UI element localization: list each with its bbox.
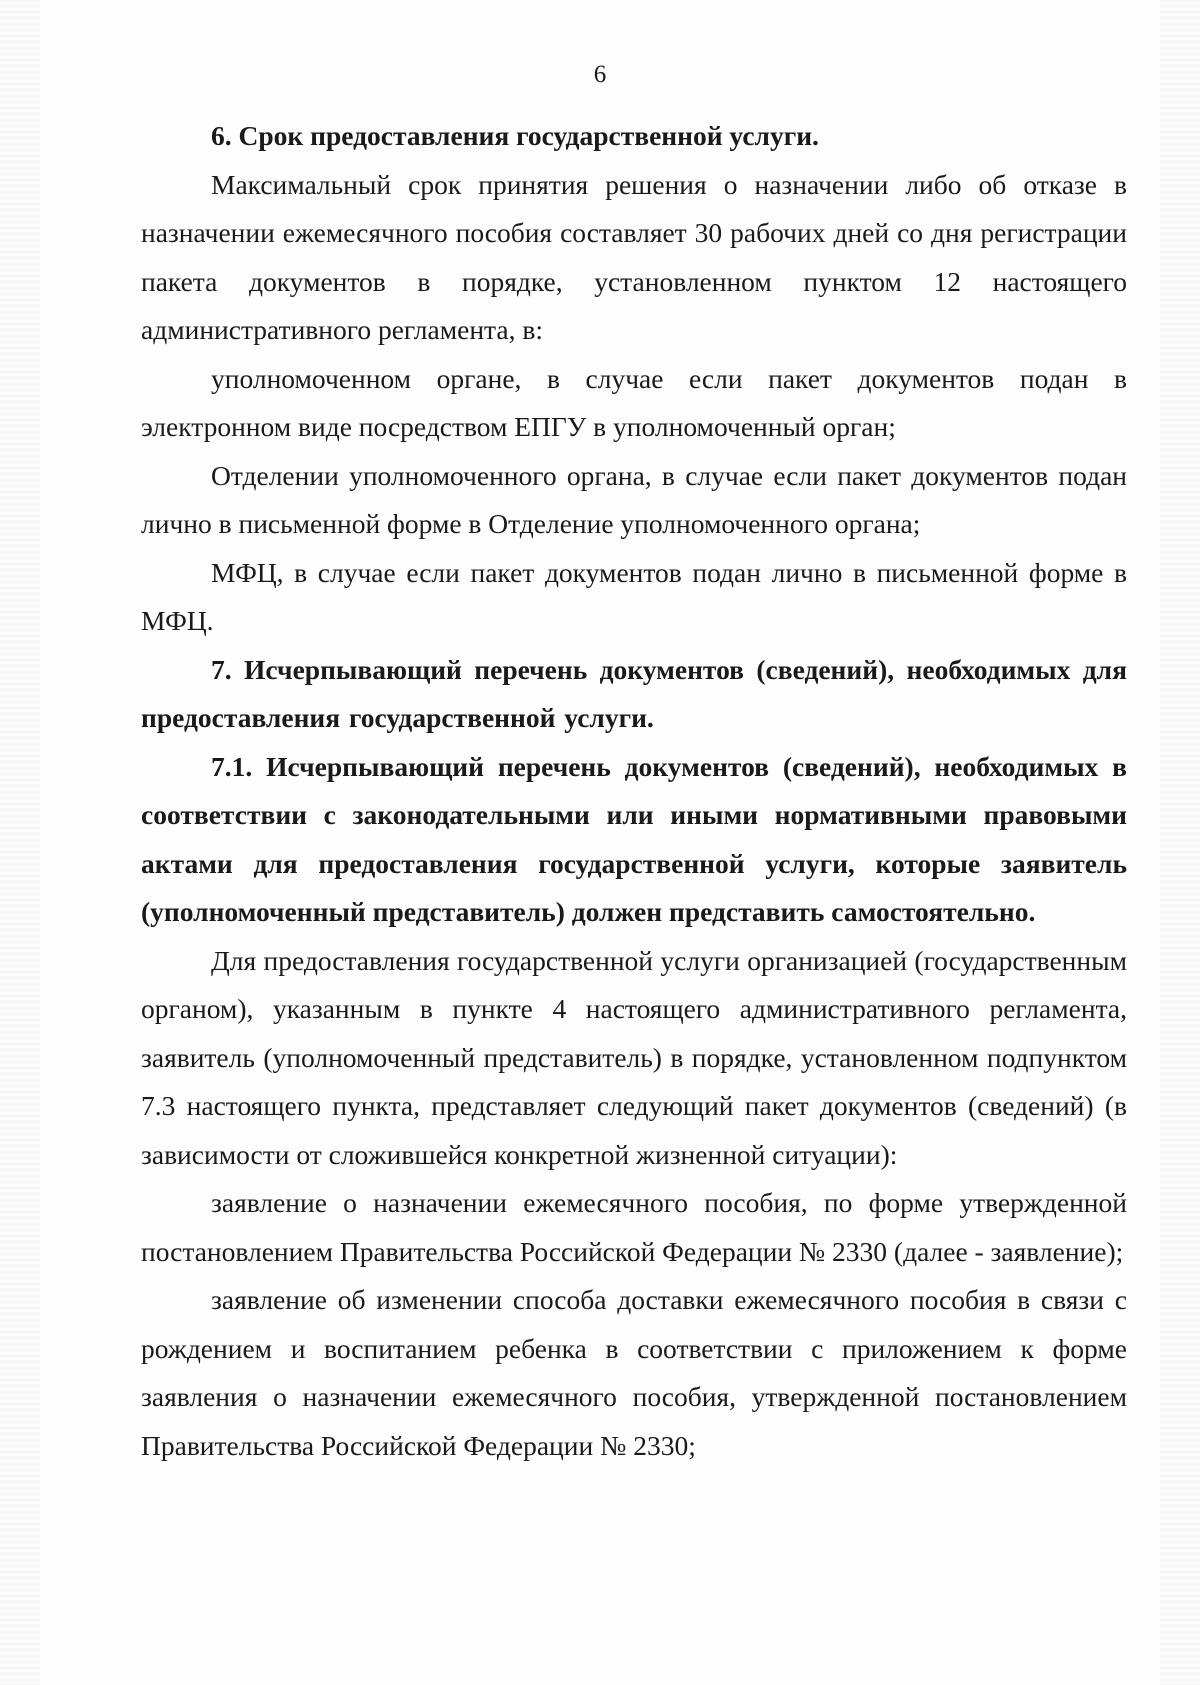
paragraph-deadline: Максимальный срок принятия решения о назначении либо об отказе в назначении ежемесячного пособия составляет 30 рабочих дней со дня регистрации пакета документов в порядке, установленном пунктом 12 настоящего административного регламента, в: xyxy=(141,168,1127,345)
paragraph-application: заявление о назначении ежемесячного пособия, по форме утвержденной постановлением Правительства Российской Федерации № 2330 (далее - заявление); xyxy=(141,1187,1127,1267)
section-7-heading: 7. Исчерпывающий перечень документов (сведений), необходимых для предоставления государственной услуги. xyxy=(141,653,1127,733)
section-6-heading: 6. Срок предоставления государственной услуги. xyxy=(211,120,819,151)
page-number: 6 xyxy=(593,61,607,88)
paragraph-authorized-body: уполномоченном органе, в случае если пакет документов подан в электронном виде посредством ЕПГУ в уполномоченный орган; xyxy=(141,362,1127,442)
paragraph-documents-package: Для предоставления государственной услуги организацией (государственным органом), указанным в пункте 4 настоящего административного регламента, заявитель (уполномоченный представитель) в порядке, установленном подпунктом 7.3 настоящего пункта, представляет следующий пакет документов (сведений) (в зависимости от сложившейся конкретной жизненной ситуации): xyxy=(141,944,1127,1170)
paragraph-department: Отделении уполномоченного органа, в случае если пакет документов подан лично в письменной форме в Отделение уполномоченного органа; xyxy=(141,459,1127,539)
paragraph-mfc: МФЦ, в случае если пакет документов подан лично в письменной форме в МФЦ. xyxy=(141,556,1127,636)
document-body xyxy=(141,112,1127,1470)
section-7-1-heading: 7.1. Исчерпывающий перечень документов (сведений), необходимых в соответствии с законодательными или иными нормативными правовыми актами для предоставления государственной услуги, которые заявитель (уполномоченный представитель) должен представить самостоятельно. xyxy=(141,750,1127,927)
scan-edge-left xyxy=(0,0,40,1685)
paragraph-delivery-change: заявление об изменении способа доставки ежемесячного пособия в связи с рождением и воспитанием ребенка в соответствии с приложением к форме заявления о назначении ежемесячного пособия, утвержденной постановлением Правительства Российской Федерации № 2330; xyxy=(141,1284,1127,1461)
scan-edge-right xyxy=(1160,0,1200,1685)
